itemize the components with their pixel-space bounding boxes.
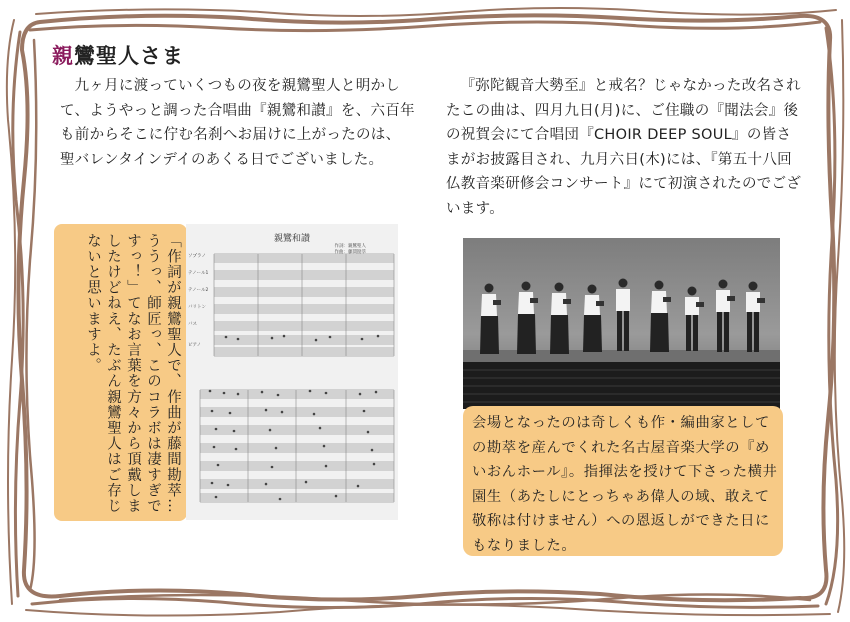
score-credit-lyrics: 作詞：親鸞聖人 [334, 244, 366, 249]
quote-vertical-text: 「作詞が親鸞聖人で、作曲が藤間勘萃…ううっ、師匠っ、このコラボは凄すぎですっ！」てなお言葉を方々から頂戴しましたけどねえ、たぶん親鸞聖人はご存じないと思いますよ。 [85, 233, 181, 514]
intro-paragraph: 九ヶ月に渡っていくつもの夜を親鸞聖人と明かして、ようやっと調った合唱曲『親鸞和讃』を、六百年も前からそこに佇む名刹へお届けに上がったのは、聖バレンタインデイのあくる日でございました。 [60, 78, 415, 168]
part-label: バリトン [188, 305, 206, 310]
part-label: バス [188, 322, 197, 327]
part-label: テノール2 [188, 288, 209, 293]
part-label: ソプラノ [188, 254, 206, 259]
sheet-music-image [186, 224, 398, 520]
part-label: テノール1 [188, 271, 209, 276]
part-label: ピアノ [188, 343, 202, 348]
photo-caption: 会場となったのは奇しくも作・編曲家としての勘萃を産んでくれた名古屋音楽大学の『めいおんホール』。指揮法を授けて下さった横井園生（あたしにとっちゃあ偉人の域、敢えて敬称は付けません）への恩返しができた日にもなりました。 [472, 415, 778, 554]
premiere-paragraph: 『弥陀観音大勢至』と戒名？じゃなかった改名されたこの曲は、四月九日(月)に、ご住職の『聞法会』後の祝賀会にて合唱団『CHOIR DEEP SOUL』の皆さまがお披露目され、九月六日(木)には、『第五十八回仏教音楽研修会コンサート』にて初演されたのでございます。 [446, 78, 802, 217]
choir-photo [463, 238, 780, 409]
page-title: 親鸞聖人さま [52, 43, 184, 68]
score-credit-music: 作曲：藤間勘萃 [334, 250, 366, 255]
score-title: 親鸞和讃 [273, 234, 311, 244]
